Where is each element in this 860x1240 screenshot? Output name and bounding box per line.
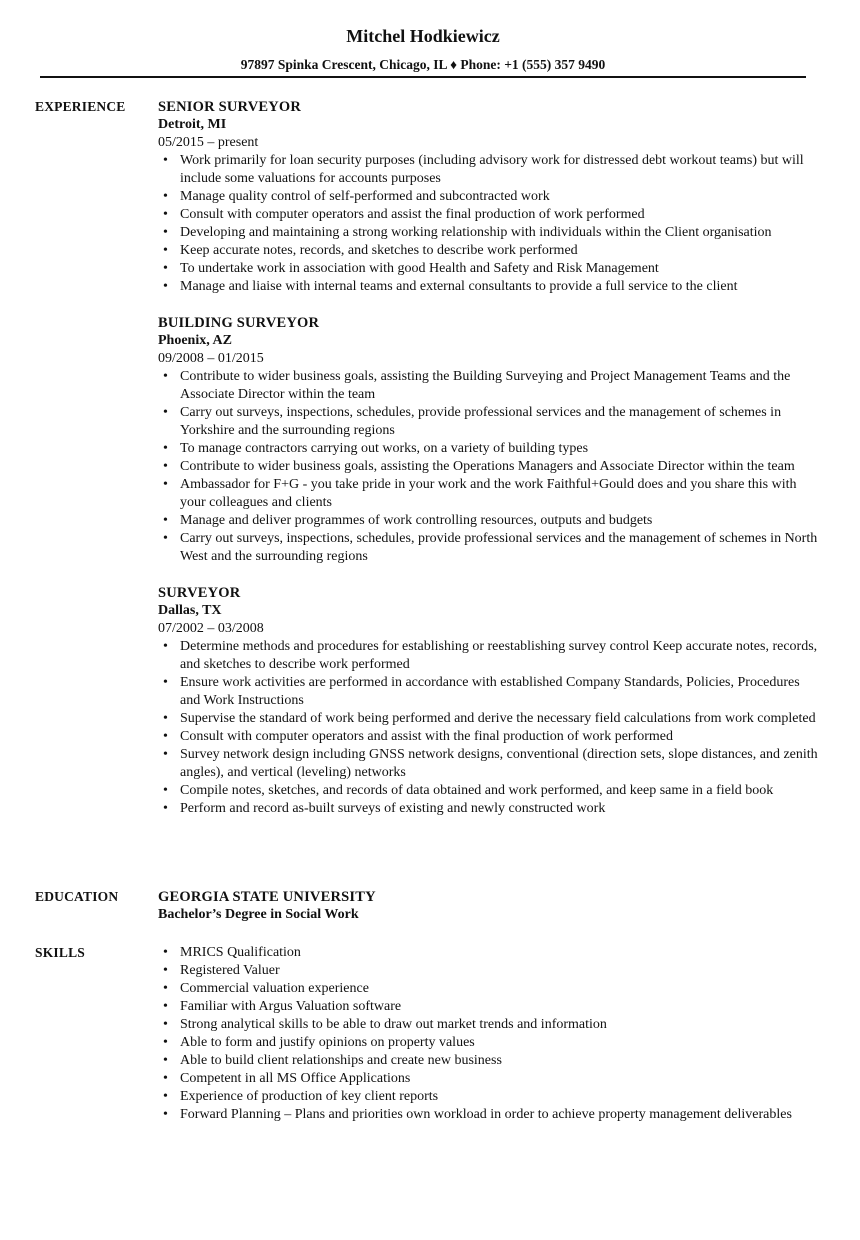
bullet-text: Able to build client relationships and create new business — [180, 1053, 502, 1068]
bullet-item — [158, 998, 818, 1016]
experience-list — [158, 98, 818, 836]
bullet-text: Contribute to wider business goals, assisting the Building Surveying and Project Management Teams and the Associate Director within the team — [180, 369, 791, 402]
bullet-icon: • — [163, 405, 168, 420]
bullet-text: Carry out surveys, inspections, schedules, provide professional services and the management of schemes in North West and the surrounding regions — [180, 531, 818, 564]
job-entry — [158, 314, 818, 566]
bullet-text: Consult with computer operators and assist the final production of work performed — [180, 207, 645, 222]
bullet-icon: • — [163, 783, 168, 798]
bullet-icon: • — [163, 459, 168, 474]
job-title: BUILDING SURVEYOR — [158, 315, 320, 331]
bullet-icon: • — [163, 279, 168, 294]
bullet-text: Keep accurate notes, records, and sketches to describe work performed — [180, 243, 578, 258]
job-location: Phoenix, AZ — [158, 333, 232, 348]
bullet-item — [158, 1052, 818, 1070]
bullet-icon: • — [163, 729, 168, 744]
bullet-item — [158, 458, 818, 476]
job-title: SURVEYOR — [158, 585, 241, 601]
skills-list-wrap — [158, 944, 818, 1124]
job-dates: 07/2002 – 03/2008 — [158, 621, 264, 636]
bullet-item — [158, 674, 818, 710]
bullet-item — [158, 224, 818, 242]
bullet-item — [158, 782, 818, 800]
job-bullets — [158, 152, 818, 296]
bullet-item — [158, 512, 818, 530]
bullet-item — [158, 530, 818, 566]
bullet-text: Able to form and justify opinions on property values — [180, 1035, 475, 1050]
bullet-icon: • — [163, 189, 168, 204]
bullet-icon: • — [163, 801, 168, 816]
bullet-item — [158, 260, 818, 278]
bullet-text: Strong analytical skills to be able to draw out market trends and information — [180, 1017, 607, 1032]
job-title: SENIOR SURVEYOR — [158, 99, 302, 115]
bullet-icon: • — [163, 261, 168, 276]
bullet-text: To manage contractors carrying out works, on a variety of building types — [180, 441, 589, 456]
bullet-text: Competent in all MS Office Applications — [180, 1071, 411, 1086]
bullet-icon: • — [163, 369, 168, 384]
bullet-item — [158, 980, 818, 998]
contact-line: 97897 Spinka Crescent, Chicago, IL ♦ Phone: +1 (555) 357 9490 — [240, 57, 606, 72]
header-divider — [40, 76, 806, 78]
bullet-text: Developing and maintaining a strong working relationship with individuals within the Client organisation — [180, 225, 772, 240]
bullet-icon: • — [163, 477, 168, 492]
bullet-icon: • — [163, 513, 168, 528]
bullet-icon: • — [163, 675, 168, 690]
bullet-item — [158, 1034, 818, 1052]
bullet-icon: • — [163, 945, 168, 960]
bullet-text: Carry out surveys, inspections, schedules, provide professional services and the management of schemes in Yorkshire and the surrounding regions — [180, 405, 782, 438]
bullet-text: Manage and liaise with internal teams and external consultants to provide a full service to the client — [180, 279, 738, 294]
job-entry — [158, 584, 818, 818]
skills-list — [158, 944, 818, 1124]
bullet-text: Familiar with Argus Valuation software — [180, 999, 402, 1014]
bullet-icon: • — [163, 531, 168, 546]
bullet-text: Perform and record as-built surveys of existing and newly constructed work — [180, 801, 606, 816]
bullet-text: Manage and deliver programmes of work controlling resources, outputs and budgets — [180, 513, 653, 528]
experience-heading: EXPERIENCE — [35, 99, 126, 114]
job-dates: 09/2008 – 01/2015 — [158, 351, 264, 366]
bullet-icon: • — [163, 747, 168, 762]
bullet-item — [158, 1106, 818, 1124]
resume-header — [40, 24, 806, 74]
bullet-item — [158, 404, 818, 440]
bullet-item — [158, 206, 818, 224]
bullet-icon: • — [163, 153, 168, 168]
degree: Bachelor’s Degree in Social Work — [158, 907, 359, 922]
job-dates: 05/2015 – present — [158, 135, 259, 150]
job-bullets — [158, 368, 818, 566]
bullet-text: Manage quality control of self-performed and subcontracted work — [180, 189, 550, 204]
bullet-item — [158, 800, 818, 818]
bullet-icon: • — [163, 1089, 168, 1104]
bullet-text: MRICS Qualification — [180, 945, 301, 960]
bullet-text: To undertake work in association with good Health and Safety and Risk Management — [180, 261, 659, 276]
bullet-icon: • — [163, 207, 168, 222]
bullet-icon: • — [163, 1017, 168, 1032]
candidate-name: Mitchel Hodkiewicz — [346, 26, 500, 46]
bullet-item — [158, 188, 818, 206]
education-heading: EDUCATION — [35, 889, 119, 904]
bullet-text: Experience of production of key client reports — [180, 1089, 439, 1104]
bullet-icon: • — [163, 1035, 168, 1050]
education-entry — [158, 888, 818, 924]
bullet-item — [158, 710, 818, 728]
skills-heading: SKILLS — [35, 945, 85, 960]
bullet-icon: • — [163, 441, 168, 456]
bullet-item — [158, 638, 818, 674]
bullet-icon: • — [163, 1107, 168, 1122]
bullet-item — [158, 278, 818, 296]
bullet-text: Survey network design including GNSS network designs, conventional (direction sets, slope distances, and zenith angles), and vertical (leveling) networks — [180, 747, 818, 780]
bullet-item — [158, 746, 818, 782]
bullet-item — [158, 944, 818, 962]
bullet-icon: • — [163, 1071, 168, 1086]
bullet-item — [158, 440, 818, 458]
bullet-icon: • — [163, 1053, 168, 1068]
job-entry — [158, 98, 818, 296]
bullet-text: Registered Valuer — [180, 963, 280, 978]
bullet-item — [158, 1016, 818, 1034]
bullet-icon: • — [163, 225, 168, 240]
job-bullets — [158, 638, 818, 818]
bullet-item — [158, 476, 818, 512]
bullet-text: Determine methods and procedures for establishing or reestablishing survey control Keep accurate notes, records, and sketches to describe work performed — [180, 639, 818, 672]
job-location: Detroit, MI — [158, 117, 227, 132]
bullet-icon: • — [163, 963, 168, 978]
bullet-text: Ambassador for F+G - you take pride in your work and the work Faithful+Gould does and you share this with your colleagues and clients — [180, 477, 797, 510]
bullet-item — [158, 962, 818, 980]
school-name: GEORGIA STATE UNIVERSITY — [158, 889, 376, 905]
bullet-text: Work primarily for loan security purposes (including advisory work for distressed debt workout teams) but will include some valuations for accounts purposes — [180, 153, 804, 186]
bullet-icon: • — [163, 243, 168, 258]
bullet-text: Consult with computer operators and assist with the final production of work performed — [180, 729, 674, 744]
bullet-text: Contribute to wider business goals, assisting the Operations Managers and Associate Director within the team — [180, 459, 795, 474]
bullet-text: Forward Planning – Plans and priorities own workload in order to achieve property management deliverables — [180, 1107, 792, 1122]
bullet-icon: • — [163, 711, 168, 726]
bullet-icon: • — [163, 639, 168, 654]
bullet-text: Supervise the standard of work being performed and derive the necessary field calculations from work completed — [180, 711, 816, 726]
bullet-item — [158, 368, 818, 404]
bullet-item — [158, 152, 818, 188]
bullet-icon: • — [163, 981, 168, 996]
bullet-item — [158, 1070, 818, 1088]
bullet-text: Compile notes, sketches, and records of data obtained and work performed, and keep same in a field book — [180, 783, 774, 798]
bullet-text: Commercial valuation experience — [180, 981, 369, 996]
bullet-item — [158, 242, 818, 260]
bullet-icon: • — [163, 999, 168, 1014]
bullet-item — [158, 1088, 818, 1106]
bullet-text: Ensure work activities are performed in accordance with established Company Standards, Policies, Procedures and Work Instructions — [180, 675, 800, 708]
bullet-item — [158, 728, 818, 746]
job-location: Dallas, TX — [158, 603, 222, 618]
